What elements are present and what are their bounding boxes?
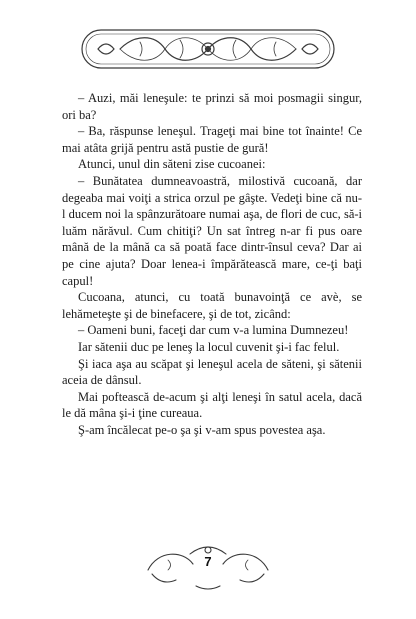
story-text — [62, 90, 362, 438]
paragraph: Cucoana, atunci, cu toată bunavoinţă ce avè, se lehămeteşte şi de binefacere, şi de tot, zicând: — [62, 290, 362, 321]
paragraph: – Oameni buni, faceţi dar cum v-a lumina Dumnezeu! — [78, 323, 349, 338]
page-number: 7 — [204, 554, 212, 569]
paragraph: – Ba, răspunse leneşul. Trageţi mai bine tot înainte! Ce mai atâta grijă pentru astă pustie de gură! — [62, 124, 362, 155]
decorative-header-ornament — [80, 22, 336, 76]
paragraph: Iar sătenii duc pe leneş la locul cuvenit şi-i fac felul. — [78, 339, 340, 354]
paragraph: Mai poftească de-acum şi alţi leneşi în satul acela, dacă le dă mâna şi-i ţine cureaua. — [62, 389, 362, 421]
paragraph: – Bunătatea dumneavoastră, milostivă cucoană, dar degeaba mai voiţi a strica orzul pe gâşte. Vedeţi bine că nu-l ducem noi la spânzurătoare numai aşa, de flori de cuc, să-i luăm nărăvul. Cum chitiţi? Un sat întreg n-ar fi pus oare mână de la mână ca să poată face dintr-însul ceva? Dar ai pe cine ajuta? Doar lenea-i împărătească mare, ce-ţi baţi capul! — [62, 173, 362, 288]
paragraph: Ş-am încălecat pe-o şa şi v-am spus povestea aşa. — [78, 422, 326, 437]
paragraph: Şi iaca aşa au scăpat şi leneşul acela de săteni, şi sătenii aceia de dânsul. — [62, 356, 362, 388]
paragraph: Atunci, unul din săteni zise cucoanei: — [78, 157, 266, 172]
paragraph: – Auzi, măi leneşule: te prinzi să moi posmagii singur, ori ba? — [62, 91, 362, 122]
